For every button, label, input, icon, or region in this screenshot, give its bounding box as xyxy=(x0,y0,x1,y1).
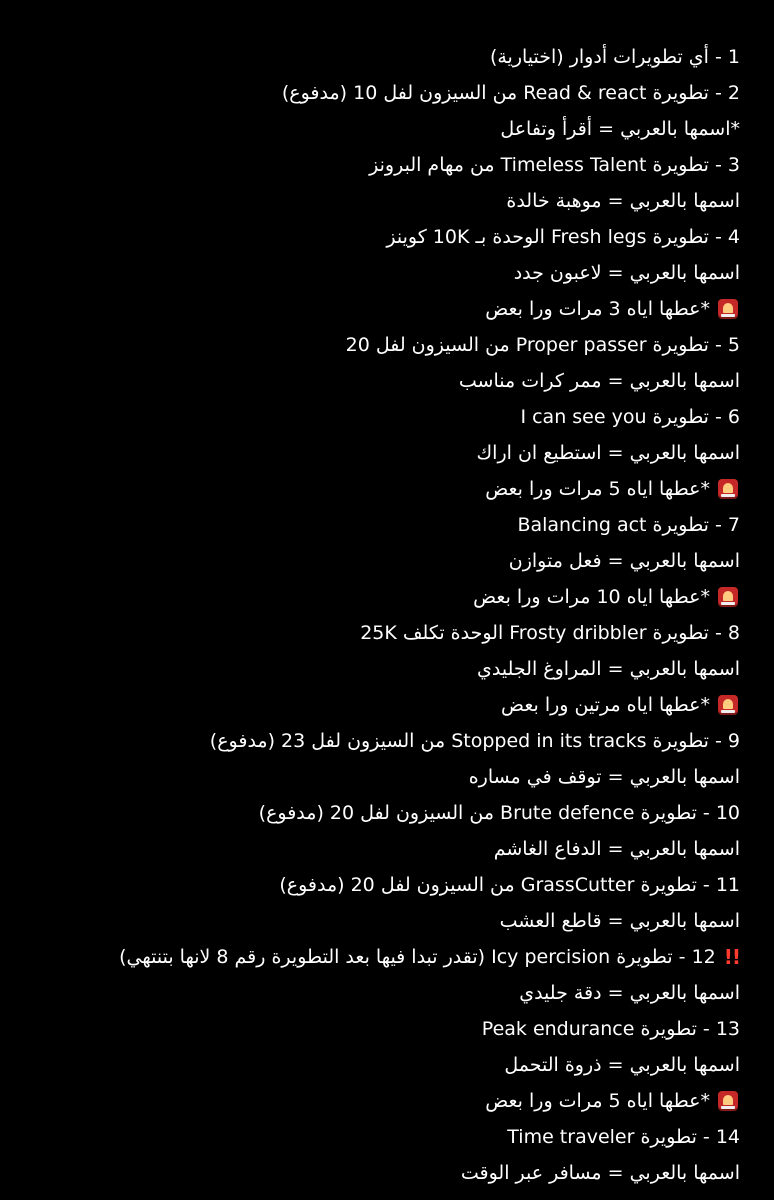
note-line xyxy=(40,111,740,147)
note-line xyxy=(40,687,740,723)
note-line xyxy=(40,327,740,363)
note-line-text: 11 - تطويرة GrassCutter من السيزون لفل 20 (مدفوع) xyxy=(279,874,740,896)
note-line xyxy=(40,759,740,795)
note-line xyxy=(40,1047,740,1083)
note-line xyxy=(40,651,740,687)
note-line xyxy=(40,975,740,1011)
note-line xyxy=(40,939,740,975)
note-line-text: 7 - تطويرة Balancing act xyxy=(517,514,740,536)
note-line-text: 6 - تطويرة I can see you xyxy=(520,406,740,428)
note-line xyxy=(40,219,740,255)
note-line xyxy=(40,543,740,579)
alarm-light-icon xyxy=(718,299,738,319)
note-line-text: 13 - تطويرة Peak endurance xyxy=(481,1018,740,1040)
note-line xyxy=(40,435,740,471)
note-line xyxy=(40,1119,740,1155)
note-line xyxy=(40,1083,740,1119)
note-line xyxy=(40,291,740,327)
note-line-text: 12 - تطويرة Icy percision (تقدر تبدا فيها بعد التطويرة رقم 8 لانها بتنتهي) xyxy=(119,946,716,968)
note-line-text: *عطها اياه 10 مرات ورا بعض xyxy=(473,586,710,608)
note-line xyxy=(40,39,740,75)
note-line-text: اسمها بالعربي = الدفاع الغاشم xyxy=(493,838,740,860)
alarm-light-icon xyxy=(718,695,738,715)
note-line-text: اسمها بالعربي = المراوغ الجليدي xyxy=(477,658,740,680)
note-line-text: اسمها بالعربي = ممر كرات مناسب xyxy=(458,370,740,392)
note-line xyxy=(40,831,740,867)
note-line-text: *عطها اياه 3 مرات ورا بعض xyxy=(485,298,710,320)
note-line-text: 2 - تطويرة Read & react من السيزون لفل 10 (مدفوع) xyxy=(281,82,740,104)
note-line-text: *عطها اياه 5 مرات ورا بعض xyxy=(485,478,710,500)
note-line xyxy=(40,723,740,759)
note-line xyxy=(40,507,740,543)
note-line-text: اسمها بالعربي = ذروة التحمل xyxy=(504,1054,740,1076)
note-line xyxy=(40,1155,740,1191)
note-line xyxy=(40,183,740,219)
note-line xyxy=(40,579,740,615)
note-line xyxy=(40,615,740,651)
note-line-text: اسمها بالعربي = فعل متوازن xyxy=(508,550,740,572)
alarm-light-icon xyxy=(718,1091,738,1111)
note-line-text: *اسمها بالعربي = أقرأ وتفاعل xyxy=(500,118,740,140)
note-line-text: 3 - تطويرة Timeless Talent من مهام البرونز xyxy=(369,154,740,176)
note-line-text: 9 - تطويرة Stopped in its tracks من السيزون لفل 23 (مدفوع) xyxy=(209,730,740,752)
note-line-text: 4 - تطويرة Fresh legs الوحدة بـ 10K كوينز xyxy=(386,226,740,248)
note-line xyxy=(40,867,740,903)
note-line xyxy=(40,903,740,939)
alarm-light-icon xyxy=(718,587,738,607)
note-line xyxy=(40,399,740,435)
double-exclamation-icon: !! xyxy=(723,945,740,969)
note-line xyxy=(40,795,740,831)
note-line-text: 10 - تطويرة Brute defence من السيزون لفل 20 (مدفوع) xyxy=(258,802,740,824)
note-line-text: اسمها بالعربي = دقة جليدي xyxy=(519,982,740,1004)
note-line xyxy=(40,255,740,291)
note-line-text: *عطها اياه 5 مرات ورا بعض xyxy=(485,1090,710,1112)
note-line xyxy=(40,363,740,399)
note-line-text: 14 - تطويرة Time traveler xyxy=(507,1126,740,1148)
note-line-text: اسمها بالعربي = موهبة خالدة xyxy=(506,190,740,212)
note-line xyxy=(40,471,740,507)
note-line-text: اسمها بالعربي = مسافر عبر الوقت xyxy=(460,1162,740,1184)
note-line-text: 8 - تطويرة Frosty dribbler الوحدة تكلف 25K xyxy=(360,622,740,644)
note-line xyxy=(40,75,740,111)
note-line xyxy=(40,1011,740,1047)
note-line-text: اسمها بالعربي = استطيع ان اراك xyxy=(476,442,740,464)
note-line-text: اسمها بالعربي = لاعبون جدد xyxy=(513,262,740,284)
note-line-text: 1 - أي تطويرات أدوار (اختيارية) xyxy=(489,46,740,68)
alarm-light-icon xyxy=(718,479,738,499)
note-line-text: اسمها بالعربي = توقف في مساره xyxy=(468,766,740,788)
note-line-text: 5 - تطويرة Proper passer من السيزون لفل 20 xyxy=(345,334,740,356)
note-body xyxy=(40,39,740,1191)
note-line xyxy=(40,147,740,183)
note-line-text: اسمها بالعربي = قاطع العشب xyxy=(499,910,740,932)
note-line-text: *عطها اياه مرتين ورا بعض xyxy=(501,694,710,716)
